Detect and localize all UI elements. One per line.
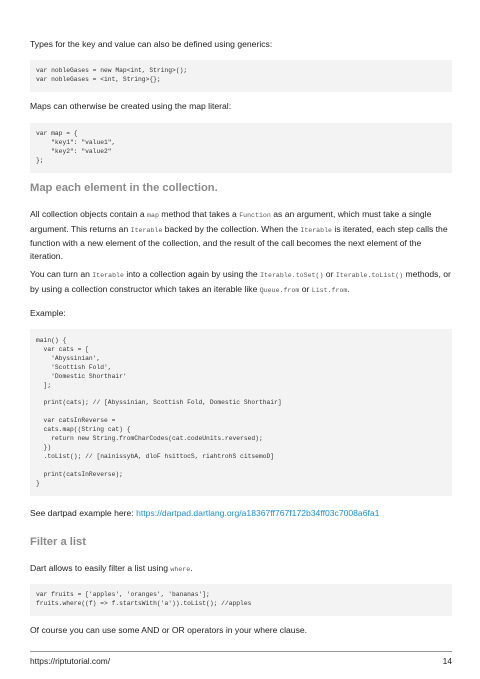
and-or-note-text: Of course you can use some AND or OR operators in your where clause. bbox=[30, 625, 308, 635]
inline-code-toset: Iterable.toSet() bbox=[260, 272, 324, 279]
example-label: Example: bbox=[30, 308, 66, 318]
inline-code-function: Function bbox=[239, 212, 271, 219]
dartpad-link[interactable]: https://dartpad.dartlang.org/a18367ff767f172b34ff03c7008a6fa1 bbox=[136, 508, 380, 518]
inline-code-where: where bbox=[170, 566, 191, 573]
generics-intro-text: Types for the key and value can also be defined using generics: bbox=[30, 39, 273, 49]
section-heading-filter: Filter a list bbox=[30, 536, 86, 548]
inline-code-iterable: Iterable bbox=[92, 272, 124, 279]
footer-divider bbox=[30, 651, 452, 652]
inline-code-iterable: Iterable bbox=[130, 226, 163, 234]
filter-intro-text: Dart allows to easily filter a list using where. bbox=[30, 563, 193, 573]
inline-code-tolist: Iterable.toList() bbox=[335, 272, 404, 279]
map-description-paragraph: All collection objects contain a map method that takes a Function as an argument, which must take a single argument. This returns an Iterable backed by the collection. When the Iterable is iterated, each step calls the function with a new element of the collection, and the result of the call becomes the next element of the iteration. bbox=[30, 209, 448, 261]
inline-code-list-from: List.from bbox=[311, 286, 348, 294]
collection-conversion-paragraph: You can turn an Iterable into a collection again by using the Iterable.toSet() or Iterable.toList() methods, or by using a collection constructor which takes an iterable like Queue.from or List.from. bbox=[30, 269, 451, 294]
inline-code-queue-from: Queue.from bbox=[259, 286, 300, 294]
section-heading-map-each: Map each element in the collection. bbox=[30, 182, 218, 194]
code-block-generics: var nobleGases = new Map<int, String>(); var nobleGases = <int, String>{}; bbox=[30, 60, 452, 92]
inline-code-map: map bbox=[147, 212, 159, 219]
code-block-map-literal: var map = { "key1": "value1", "key2": "value2" }; bbox=[30, 123, 452, 173]
map-literal-intro-text: Maps can otherwise be created using the map literal: bbox=[30, 101, 232, 111]
code-block-filter: var fruits = ['apples', 'oranges', 'bananas']; fruits.where((f) => f.startsWith('a')).toList(); //apples bbox=[30, 584, 452, 616]
code-block-cats-example: main() { var cats = [ 'Abyssinian', 'Scottish Fold', 'Domestic Shorthair' ]; print(cats); // [Abyssinian, Scottish Fold, Domestic Shorthair] var catsInReverse = cats.map((String cat) { return new String.fromCharCodes(cat.codeUnits.reversed); }) .toList(); // [nainissybA, dloF hsittocS, riahtrohS citsemoD] print(catsInReverse); } bbox=[30, 329, 452, 496]
dartpad-reference-text: See dartpad example here: https://dartpad.dartlang.org/a18367ff767f172b34ff03c7008a6fa1 bbox=[30, 508, 380, 518]
inline-code-iterable: Iterable bbox=[300, 226, 333, 234]
page-number: 14 bbox=[442, 656, 452, 666]
footer-site-link[interactable]: https://riptutorial.com/ bbox=[30, 656, 111, 666]
